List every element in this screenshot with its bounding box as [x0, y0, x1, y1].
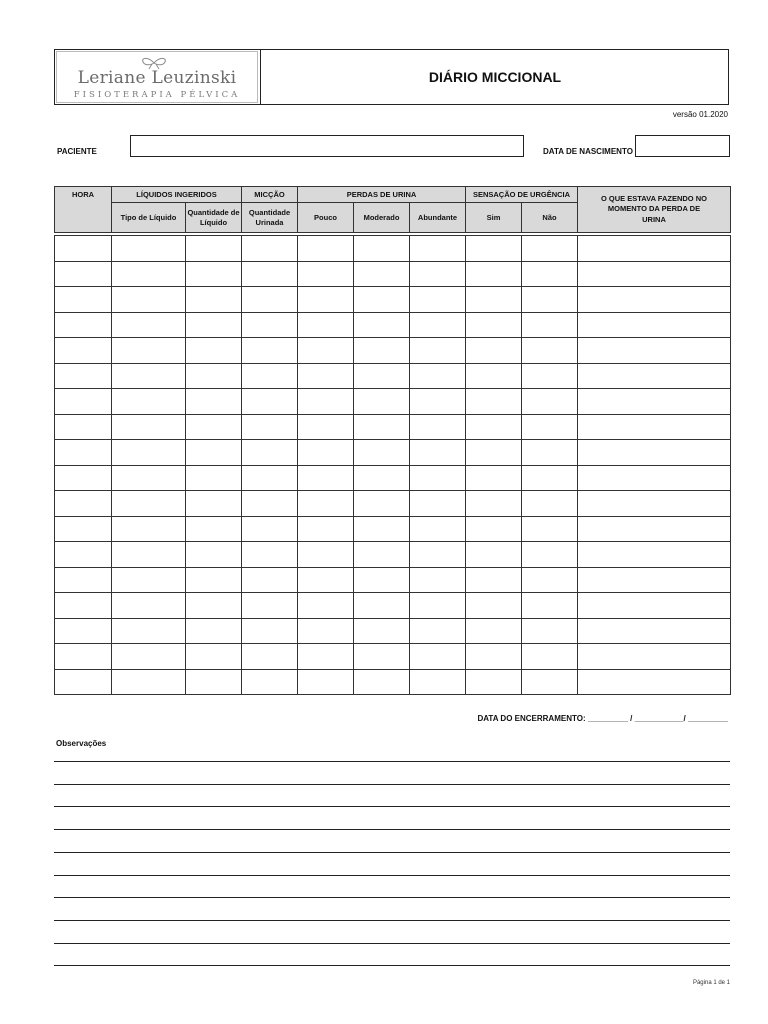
- closing-date: [477, 714, 728, 723]
- table-cell[interactable]: [298, 338, 354, 364]
- table-cell[interactable]: [522, 516, 578, 542]
- observation-line[interactable]: [54, 806, 730, 807]
- diary-table: [54, 186, 731, 695]
- table-cell[interactable]: [354, 338, 410, 364]
- table-cell[interactable]: [578, 618, 731, 644]
- table-cell[interactable]: [55, 618, 112, 644]
- table-cell[interactable]: [112, 338, 186, 364]
- table-cell[interactable]: [186, 414, 242, 440]
- table-cell[interactable]: [55, 287, 112, 313]
- observation-line[interactable]: [54, 943, 730, 944]
- table-cell[interactable]: [186, 338, 242, 364]
- table-cell[interactable]: [242, 593, 298, 619]
- subheader-pouco: Pouco: [298, 203, 354, 233]
- table-row: [55, 312, 731, 338]
- table-cell[interactable]: [522, 465, 578, 491]
- table-cell[interactable]: [186, 363, 242, 389]
- subheader-quantidade-liquido: Quantidade de Líquido: [186, 203, 242, 233]
- table-cell[interactable]: [354, 593, 410, 619]
- table-row: [55, 287, 731, 313]
- table-cell[interactable]: [578, 312, 731, 338]
- table-cell[interactable]: [55, 440, 112, 466]
- table-cell[interactable]: [242, 363, 298, 389]
- table-cell[interactable]: [410, 465, 466, 491]
- table-cell[interactable]: [186, 644, 242, 670]
- table-cell[interactable]: [55, 567, 112, 593]
- table-cell[interactable]: [186, 491, 242, 517]
- table-cell[interactable]: [522, 389, 578, 415]
- table-cell[interactable]: [410, 618, 466, 644]
- table-cell[interactable]: [186, 440, 242, 466]
- table-cell[interactable]: [466, 261, 522, 287]
- table-cell[interactable]: [522, 338, 578, 364]
- observation-line[interactable]: [54, 965, 730, 966]
- table-cell[interactable]: [354, 465, 410, 491]
- table-cell[interactable]: [112, 669, 186, 695]
- table-cell[interactable]: [112, 491, 186, 517]
- table-row: [55, 669, 731, 695]
- closing-date-label: DATA DO ENCERRAMENTO:: [477, 714, 586, 723]
- table-cell[interactable]: [242, 618, 298, 644]
- table-cell[interactable]: [522, 542, 578, 568]
- table-cell[interactable]: [410, 491, 466, 517]
- table-cell[interactable]: [466, 542, 522, 568]
- table-cell[interactable]: [522, 669, 578, 695]
- header-miccao: MICÇÃO: [242, 187, 298, 203]
- table-cell[interactable]: [55, 312, 112, 338]
- table-row: [55, 414, 731, 440]
- table-cell[interactable]: [242, 389, 298, 415]
- table-cell[interactable]: [354, 236, 410, 262]
- table-cell[interactable]: [242, 338, 298, 364]
- subheader-abundante: Abundante: [410, 203, 466, 233]
- table-cell[interactable]: [578, 414, 731, 440]
- table-cell[interactable]: [578, 644, 731, 670]
- table-cell[interactable]: [410, 542, 466, 568]
- table-cell[interactable]: [522, 236, 578, 262]
- table-cell[interactable]: [298, 542, 354, 568]
- table-cell[interactable]: [186, 542, 242, 568]
- observation-line[interactable]: [54, 875, 730, 876]
- table-cell[interactable]: [578, 669, 731, 695]
- table-cell[interactable]: [578, 440, 731, 466]
- table-cell[interactable]: [55, 363, 112, 389]
- table-cell[interactable]: [466, 567, 522, 593]
- table-cell[interactable]: [466, 287, 522, 313]
- header-atividade: O QUE ESTAVA FAZENDO NO MOMENTO DA PERDA DE URINA: [578, 187, 731, 233]
- table-row: [55, 465, 731, 491]
- table-cell[interactable]: [242, 287, 298, 313]
- table-cell[interactable]: [410, 389, 466, 415]
- table-cell[interactable]: [354, 491, 410, 517]
- table-cell[interactable]: [354, 567, 410, 593]
- table-cell[interactable]: [55, 644, 112, 670]
- table-cell[interactable]: [112, 261, 186, 287]
- table-cell[interactable]: [354, 287, 410, 313]
- table-row: [55, 363, 731, 389]
- table-cell[interactable]: [466, 491, 522, 517]
- table-cell[interactable]: [242, 312, 298, 338]
- table-cell[interactable]: [410, 440, 466, 466]
- table-cell[interactable]: [410, 338, 466, 364]
- table-cell[interactable]: [410, 414, 466, 440]
- table-cell[interactable]: [112, 312, 186, 338]
- observation-line[interactable]: [54, 920, 730, 921]
- table-cell[interactable]: [354, 440, 410, 466]
- table-cell[interactable]: [354, 389, 410, 415]
- table-cell[interactable]: [298, 414, 354, 440]
- table-cell[interactable]: [242, 644, 298, 670]
- table-cell[interactable]: [466, 312, 522, 338]
- page-title: DIÁRIO MICCIONAL: [428, 69, 562, 85]
- table-cell[interactable]: [354, 363, 410, 389]
- observation-line[interactable]: [54, 852, 730, 853]
- table-cell[interactable]: [298, 593, 354, 619]
- table-cell[interactable]: [522, 567, 578, 593]
- table-cell[interactable]: [466, 593, 522, 619]
- table-cell[interactable]: [466, 669, 522, 695]
- table-cell[interactable]: [410, 287, 466, 313]
- table-cell[interactable]: [354, 644, 410, 670]
- table-cell[interactable]: [410, 644, 466, 670]
- logo: [56, 51, 258, 103]
- table-cell[interactable]: [354, 669, 410, 695]
- closing-date-blanks[interactable]: _________ / ___________/ _________: [587, 714, 728, 723]
- table-row: [55, 644, 731, 670]
- table-cell[interactable]: [186, 593, 242, 619]
- table-row: [55, 261, 731, 287]
- table-row: [55, 338, 731, 364]
- table-cell[interactable]: [55, 261, 112, 287]
- table-cell[interactable]: [522, 618, 578, 644]
- table-cell[interactable]: [578, 542, 731, 568]
- table-cell[interactable]: [55, 465, 112, 491]
- subheader-sim: Sim: [466, 203, 522, 233]
- table-cell[interactable]: [410, 593, 466, 619]
- table-cell[interactable]: [242, 465, 298, 491]
- table-cell[interactable]: [466, 236, 522, 262]
- subheader-moderado: Moderado: [354, 203, 410, 233]
- table-cell[interactable]: [242, 669, 298, 695]
- table-cell[interactable]: [298, 644, 354, 670]
- table-cell[interactable]: [578, 491, 731, 517]
- table-cell[interactable]: [55, 491, 112, 517]
- table-cell[interactable]: [298, 389, 354, 415]
- birth-date-field[interactable]: [635, 135, 730, 157]
- table-cell[interactable]: [298, 491, 354, 517]
- table-cell[interactable]: [522, 312, 578, 338]
- table-cell[interactable]: [242, 261, 298, 287]
- table-cell[interactable]: [298, 312, 354, 338]
- subheader-tipo-liquido: Tipo de Líquido: [112, 203, 186, 233]
- page-number: Página 1 de 1: [692, 980, 730, 986]
- table-cell[interactable]: [354, 542, 410, 568]
- table-cell[interactable]: [112, 389, 186, 415]
- birth-date-label: DATA DE NASCIMENTO: [543, 147, 633, 156]
- table-cell[interactable]: [55, 414, 112, 440]
- table-cell[interactable]: [55, 593, 112, 619]
- table-row: [55, 236, 731, 262]
- logo-name: Leriane Leuzinski: [77, 68, 237, 88]
- table-cell[interactable]: [112, 440, 186, 466]
- table-row: [55, 542, 731, 568]
- table-cell[interactable]: [354, 312, 410, 338]
- observation-line[interactable]: [54, 784, 730, 785]
- table-cell[interactable]: [410, 567, 466, 593]
- table-cell[interactable]: [112, 516, 186, 542]
- table-cell[interactable]: [186, 312, 242, 338]
- table-row: [55, 440, 731, 466]
- table-cell[interactable]: [410, 363, 466, 389]
- table-cell[interactable]: [298, 236, 354, 262]
- table-cell[interactable]: [410, 236, 466, 262]
- table-cell[interactable]: [112, 465, 186, 491]
- table-cell[interactable]: [298, 465, 354, 491]
- patient-label: PACIENTE: [57, 147, 97, 156]
- header-liquidos: LÍQUIDOS INGERIDOS: [112, 187, 242, 203]
- table-cell[interactable]: [186, 261, 242, 287]
- table-cell[interactable]: [186, 287, 242, 313]
- subheader-nao: Não: [522, 203, 578, 233]
- table-cell[interactable]: [522, 491, 578, 517]
- table-cell[interactable]: [112, 644, 186, 670]
- table-cell[interactable]: [410, 669, 466, 695]
- table-cell[interactable]: [354, 414, 410, 440]
- table-cell[interactable]: [186, 236, 242, 262]
- logo-cell: [54, 49, 261, 105]
- table-cell[interactable]: [55, 338, 112, 364]
- table-cell[interactable]: [354, 261, 410, 287]
- table-cell[interactable]: [578, 389, 731, 415]
- table-cell[interactable]: [522, 593, 578, 619]
- table-row: [55, 618, 731, 644]
- table-cell[interactable]: [112, 618, 186, 644]
- table-cell[interactable]: [578, 363, 731, 389]
- table-cell[interactable]: [112, 593, 186, 619]
- table-row: [55, 491, 731, 517]
- observations-label: Observações: [56, 739, 107, 748]
- table-cell[interactable]: [578, 287, 731, 313]
- table-cell[interactable]: [242, 542, 298, 568]
- table-cell[interactable]: [522, 644, 578, 670]
- table-row: [55, 593, 731, 619]
- header-hora: HORA: [55, 187, 112, 233]
- table-cell[interactable]: [298, 287, 354, 313]
- header-perdas: PERDAS DE URINA: [298, 187, 466, 203]
- table-cell[interactable]: [298, 440, 354, 466]
- table-cell[interactable]: [522, 414, 578, 440]
- table-cell[interactable]: [298, 567, 354, 593]
- table-cell[interactable]: [466, 465, 522, 491]
- table-cell[interactable]: [186, 618, 242, 644]
- table-cell[interactable]: [410, 261, 466, 287]
- header-urgencia: SENSAÇÃO DE URGÊNCIA: [466, 187, 578, 203]
- table-cell[interactable]: [466, 440, 522, 466]
- table-cell[interactable]: [112, 363, 186, 389]
- table-cell[interactable]: [578, 338, 731, 364]
- observation-line[interactable]: [54, 761, 730, 762]
- table-cell[interactable]: [242, 491, 298, 517]
- table-cell[interactable]: [298, 363, 354, 389]
- table-cell[interactable]: [466, 363, 522, 389]
- table-cell[interactable]: [186, 669, 242, 695]
- table-cell[interactable]: [578, 261, 731, 287]
- table-cell[interactable]: [410, 312, 466, 338]
- table-cell[interactable]: [55, 542, 112, 568]
- table-cell[interactable]: [298, 669, 354, 695]
- table-row: [55, 389, 731, 415]
- table-cell[interactable]: [354, 516, 410, 542]
- table-cell[interactable]: [55, 516, 112, 542]
- table-cell[interactable]: [466, 389, 522, 415]
- table-cell[interactable]: [186, 567, 242, 593]
- table-cell[interactable]: [112, 236, 186, 262]
- table-cell[interactable]: [242, 440, 298, 466]
- table-cell[interactable]: [186, 465, 242, 491]
- table-row: [55, 516, 731, 542]
- table-cell[interactable]: [242, 414, 298, 440]
- table-cell[interactable]: [242, 236, 298, 262]
- patient-field[interactable]: [130, 135, 524, 157]
- table-cell[interactable]: [112, 567, 186, 593]
- table-cell[interactable]: [242, 516, 298, 542]
- table-cell[interactable]: [55, 236, 112, 262]
- table-cell[interactable]: [466, 414, 522, 440]
- table-cell[interactable]: [578, 567, 731, 593]
- table-cell[interactable]: [466, 516, 522, 542]
- table-cell[interactable]: [298, 618, 354, 644]
- table-cell[interactable]: [298, 516, 354, 542]
- version-label: versão 01.2020: [672, 110, 728, 119]
- table-cell[interactable]: [466, 618, 522, 644]
- observation-line[interactable]: [54, 829, 730, 830]
- table-cell[interactable]: [298, 261, 354, 287]
- table-cell[interactable]: [354, 618, 410, 644]
- table-cell[interactable]: [186, 389, 242, 415]
- table-cell[interactable]: [55, 389, 112, 415]
- table-cell[interactable]: [112, 542, 186, 568]
- table-cell[interactable]: [242, 567, 298, 593]
- table-cell[interactable]: [466, 644, 522, 670]
- table-cell[interactable]: [578, 516, 731, 542]
- table-cell[interactable]: [522, 440, 578, 466]
- table-cell[interactable]: [466, 338, 522, 364]
- table-cell[interactable]: [522, 363, 578, 389]
- table-cell[interactable]: [112, 414, 186, 440]
- table-cell[interactable]: [522, 261, 578, 287]
- table-cell[interactable]: [410, 516, 466, 542]
- table-cell[interactable]: [186, 516, 242, 542]
- subheader-quantidade-urinada: Quantidade Urinada: [242, 203, 298, 233]
- table-cell[interactable]: [55, 669, 112, 695]
- table-row: [55, 567, 731, 593]
- table-cell[interactable]: [578, 236, 731, 262]
- logo-subtitle: FISIOTERAPIA PÉLVICA: [73, 90, 241, 100]
- observation-line[interactable]: [54, 897, 730, 898]
- table-cell[interactable]: [112, 287, 186, 313]
- table-cell[interactable]: [522, 287, 578, 313]
- table-cell[interactable]: [578, 593, 731, 619]
- table-cell[interactable]: [578, 465, 731, 491]
